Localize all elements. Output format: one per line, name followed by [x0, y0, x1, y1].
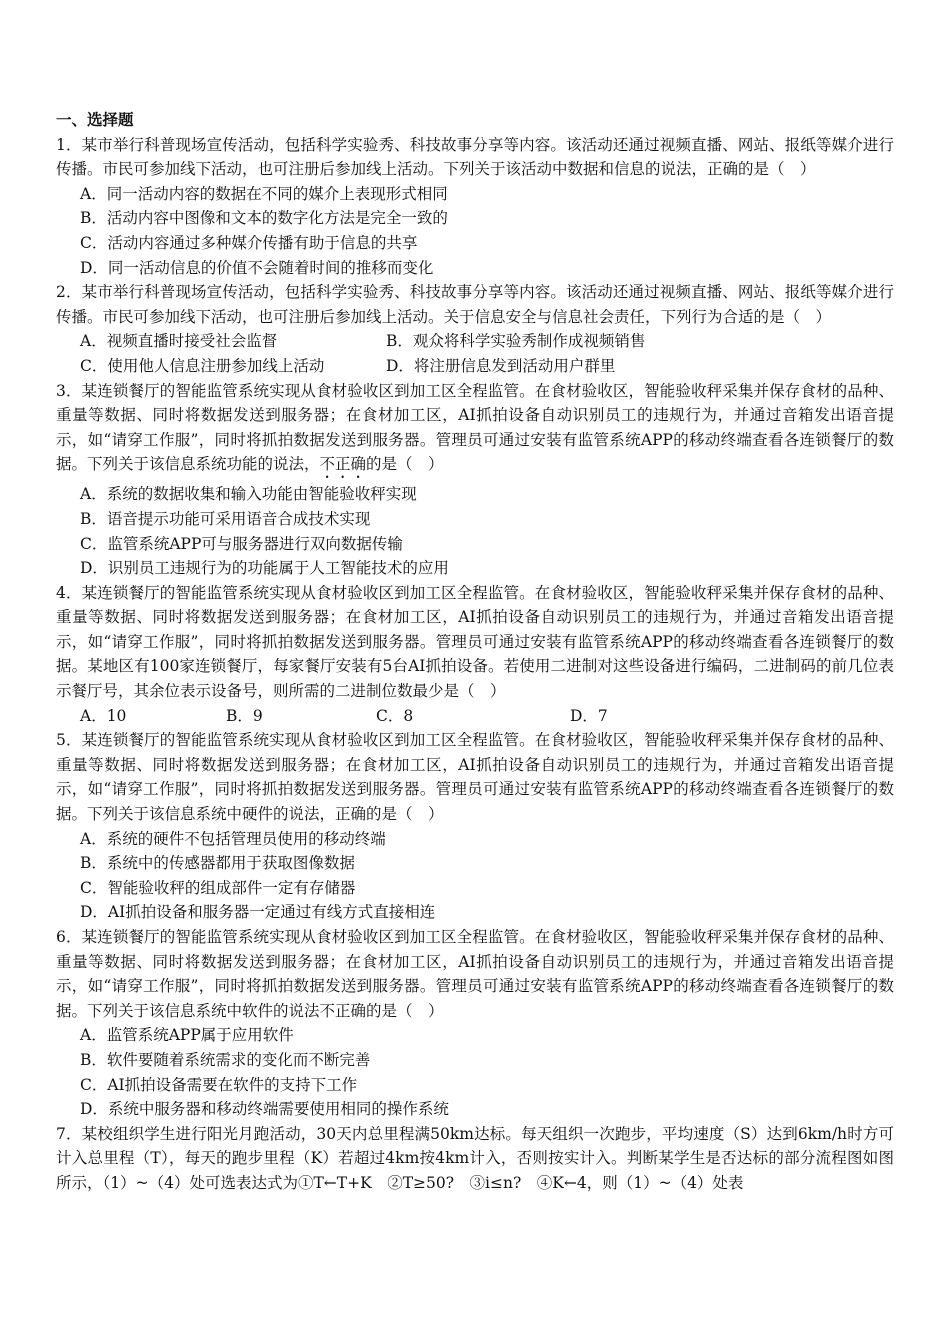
- option-b: B．软件要随着系统需求的变化而不断完善: [80, 1050, 371, 1069]
- section-title: 一、选择题: [56, 110, 134, 129]
- question-stem: 1．某市举行科普现场宣传活动，包括科学实验秀、科技故事分享等内容。该活动还通过视频直播、网站、报纸等媒介进行传播。市民可参加线下活动，也可注册后参加线上活动。下列关于该活动中数据和信息的说法，正确的是（ ）: [56, 135, 894, 179]
- question-5: [56, 728, 894, 925]
- option-b: B．9: [226, 706, 263, 725]
- question-stem: 4．某连锁餐厅的智能监管系统实现从食材验收区到加工区全程监管。在食材验收区，智能验收秤采集并保存食材的品种、重量等数据、同时将数据发送到服务器；在食材加工区，AI抓拍设备自动识别员工的违规行为，并通过音箱发出语音提示，如“请穿工作服”，同时将抓拍数据发送到服务器。管理员可通过安装有监管系统APP的移动终端查看各连锁餐厅的数据。某地区有100家连锁餐厅，每家餐厅安装有5台AI抓拍设备。若使用二进制对这些设备进行编码，二进制码的前几位表示餐厅号，其余位表示设备号，则所需的二进制位数最少是（ ）: [56, 583, 894, 701]
- question-2: [56, 280, 894, 378]
- stem-text: 3．某连锁餐厅的智能监管系统实现从食材验收区到加工区全程监管。在食材验收区，智能验收秤采集并保存食材的品种、重量等数据、同时将数据发送到服务器；在食材加工区，AI抓拍设备自动识别员工的违规行为，并通过音箱发出语音提示，如“请穿工作服”，同时将抓拍数据发送到服务器。管理员可通过安装有监管系统APP的移动终端查看各连锁餐厅的数据。下列关于该信息系统功能的说法，: [56, 381, 894, 474]
- option-d: D．同一活动信息的价值不会随着时间的推移而变化: [80, 258, 434, 277]
- question-stem: 6．某连锁餐厅的智能监管系统实现从食材验收区到加工区全程监管。在食材验收区，智能验收秤采集并保存食材的品种、重量等数据、同时将数据发送到服务器；在食材加工区，AI抓拍设备自动识别员工的违规行为，并通过音箱发出语音提示，如“请穿工作服”，同时将抓拍数据发送到服务器。管理员可通过安装有监管系统APP的移动终端查看各连锁餐厅的数据。下列关于该信息系统中软件的说法不正确的是（ ）: [56, 928, 894, 1020]
- option-c: C．智能验收秤的组成部件一定有存储器: [80, 878, 356, 897]
- option-b: B．系统中的传感器都用于获取图像数据: [80, 854, 355, 873]
- option-c: C．活动内容通过多种媒介传播有助于信息的共享: [80, 233, 418, 252]
- option-b: B．语音提示功能可采用语音合成技术实现: [80, 509, 371, 528]
- question-1: [56, 133, 894, 281]
- question-7: [56, 1122, 894, 1196]
- option-c: C．AI抓拍设备需要在软件的支持下工作: [80, 1075, 358, 1094]
- question-4: [56, 581, 894, 729]
- option-d: D．7: [570, 706, 608, 725]
- option-a: A．同一活动内容的数据在不同的媒介上表现形式相同: [80, 184, 448, 203]
- question-stem: [56, 379, 894, 483]
- options-row: [80, 704, 894, 729]
- stem-text-end: 的是（ ）: [366, 455, 444, 474]
- option-b: B．观众将科学实验秀制作成视频销售: [386, 332, 646, 351]
- option-b: B．活动内容中图像和文本的数字化方法是完全一致的: [80, 209, 448, 228]
- question-stem: 2．某市举行科普现场宣传活动，包括科学实验秀、科技故事分享等内容。该活动还通过视频直播、网站、报纸等媒介进行传播。市民可参加线下活动，也可注册后参加线上活动。关于信息安全与信息社会责任，下列行为合适的是（ ）: [56, 283, 894, 326]
- question-stem: 5．某连锁餐厅的智能监管系统实现从食材验收区到加工区全程监管。在食材验收区，智能验收秤采集并保存食材的品种、重量等数据、同时将数据发送到服务器；在食材加工区，AI抓拍设备自动识别员工的违规行为，并通过音箱发出语音提示，如“请穿工作服”，同时将抓拍数据发送到服务器。管理员可通过安装有监管系统APP的移动终端查看各连锁餐厅的数据。下列关于该信息系统中硬件的说法，正确的是（ ）: [56, 731, 894, 824]
- option-a: A．系统的硬件不包括管理员使用的移动终端: [80, 829, 386, 848]
- option-d: D．识别员工违规行为的功能属于人工智能技术的应用: [80, 559, 449, 578]
- option-d: D．将注册信息发到活动用户群里: [386, 356, 616, 375]
- option-a: A．10: [80, 706, 127, 725]
- option-d: D．系统中服务器和移动终端需要使用相同的操作系统: [80, 1100, 449, 1119]
- option-c: C．监管系统APP可与服务器进行双向数据传输: [80, 534, 403, 553]
- option-c: C．8: [376, 706, 414, 725]
- emphasized-text: 不正确: [319, 455, 367, 474]
- option-d: D．AI抓拍设备和服务器一定通过有线方式直接相连: [80, 903, 436, 922]
- option-a: A．系统的数据收集和输入功能由智能验收秤实现: [80, 485, 417, 504]
- option-a: A．监管系统APP属于应用软件: [80, 1026, 294, 1045]
- question-stem: 7．某校组织学生进行阳光月跑活动，30天内总里程满50km达标。每天组织一次跑步，平均速度（S）达到6km/h时方可计入总里程（T），每天的跑步里程（K）若超过4km按4km计入，否则按实计入。判断某学生是否达标的部分流程图如图所示，（1）~（4）处可选表达式为①T←T+K ②T≥50? ③i≤n? ④K←4，则（1）~（4）处表: [56, 1124, 894, 1192]
- exam-page: [56, 108, 894, 1196]
- option-c: C．使用他人信息注册参加线上活动: [80, 356, 325, 375]
- option-a: A．视频直播时接受社会监督: [80, 332, 278, 351]
- question-3: [56, 379, 894, 581]
- question-6: [56, 925, 894, 1122]
- options-grid: [80, 329, 894, 378]
